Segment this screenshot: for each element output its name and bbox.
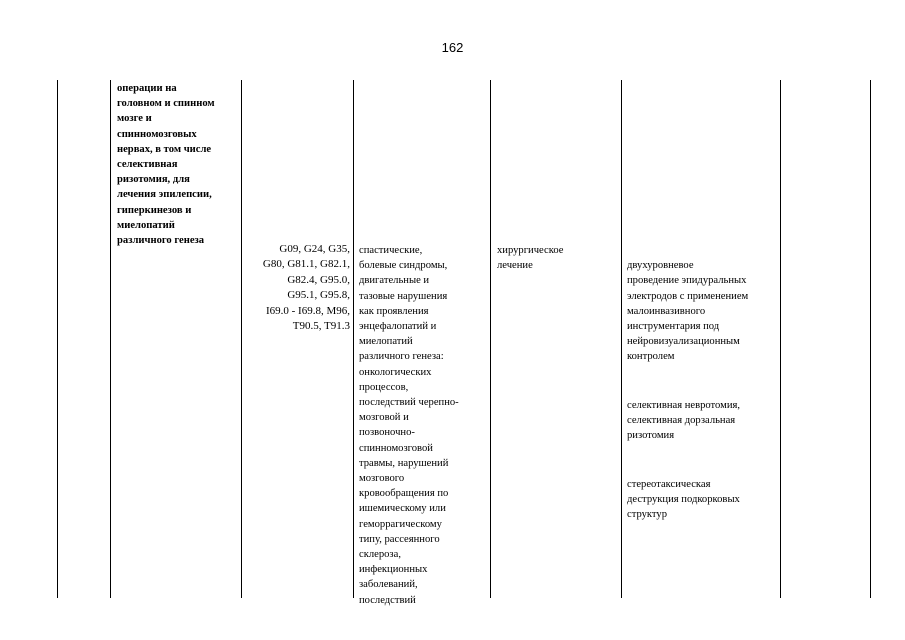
procedure-name-cell: операции на головном и спинном мозге и спинномозговых нервах, в том числе селективная ризотомия, для лечения эпилепсии, гиперкинезов и миелопатий различного генеза bbox=[117, 83, 215, 247]
treatment-method-item: двухуровневое проведение эпидуральных электродов с применением малоинвазивного инструментария под нейровизуализационным контролем bbox=[627, 260, 749, 363]
treatment-methods-cell bbox=[627, 243, 777, 555]
treatment-method-item: селективная невротомия, селективная дорзальная ризотомия bbox=[627, 399, 741, 442]
column-divider-1 bbox=[110, 80, 111, 598]
patient-model-cell: спастические, болевые синдромы, двигательные и тазовые нарушения как проявления энцефалопатий и миелопатий различного генеза: онкологических процессов, последствий черепно- мозговой и позвоночно- спинномозговой травмы, нарушений мозгового кровообращения по ишемическому или геморрагическому типу, рассеянного склероза, инфекционных заболеваний, последствий bbox=[359, 245, 459, 606]
diagnosis-codes-cell: G09, G24, G35, G80, G81.1, G82.1, G82.4, G95.0, G95.1, G95.8, I69.0 - I69.8, M96, T90.5, T91.3 bbox=[262, 243, 350, 333]
table-border-right bbox=[870, 80, 871, 598]
column-divider-5 bbox=[621, 80, 622, 598]
table-border-left bbox=[57, 80, 58, 598]
column-divider-2 bbox=[241, 80, 242, 598]
treatment-type-cell: хирургическое лечение bbox=[497, 245, 564, 272]
column-divider-6 bbox=[780, 80, 781, 598]
column-divider-3 bbox=[353, 80, 354, 598]
treatment-method-item: стереотаксическая деструкция подкорковых структур bbox=[627, 478, 740, 521]
column-divider-4 bbox=[490, 80, 491, 598]
page-number: 162 bbox=[441, 40, 464, 55]
